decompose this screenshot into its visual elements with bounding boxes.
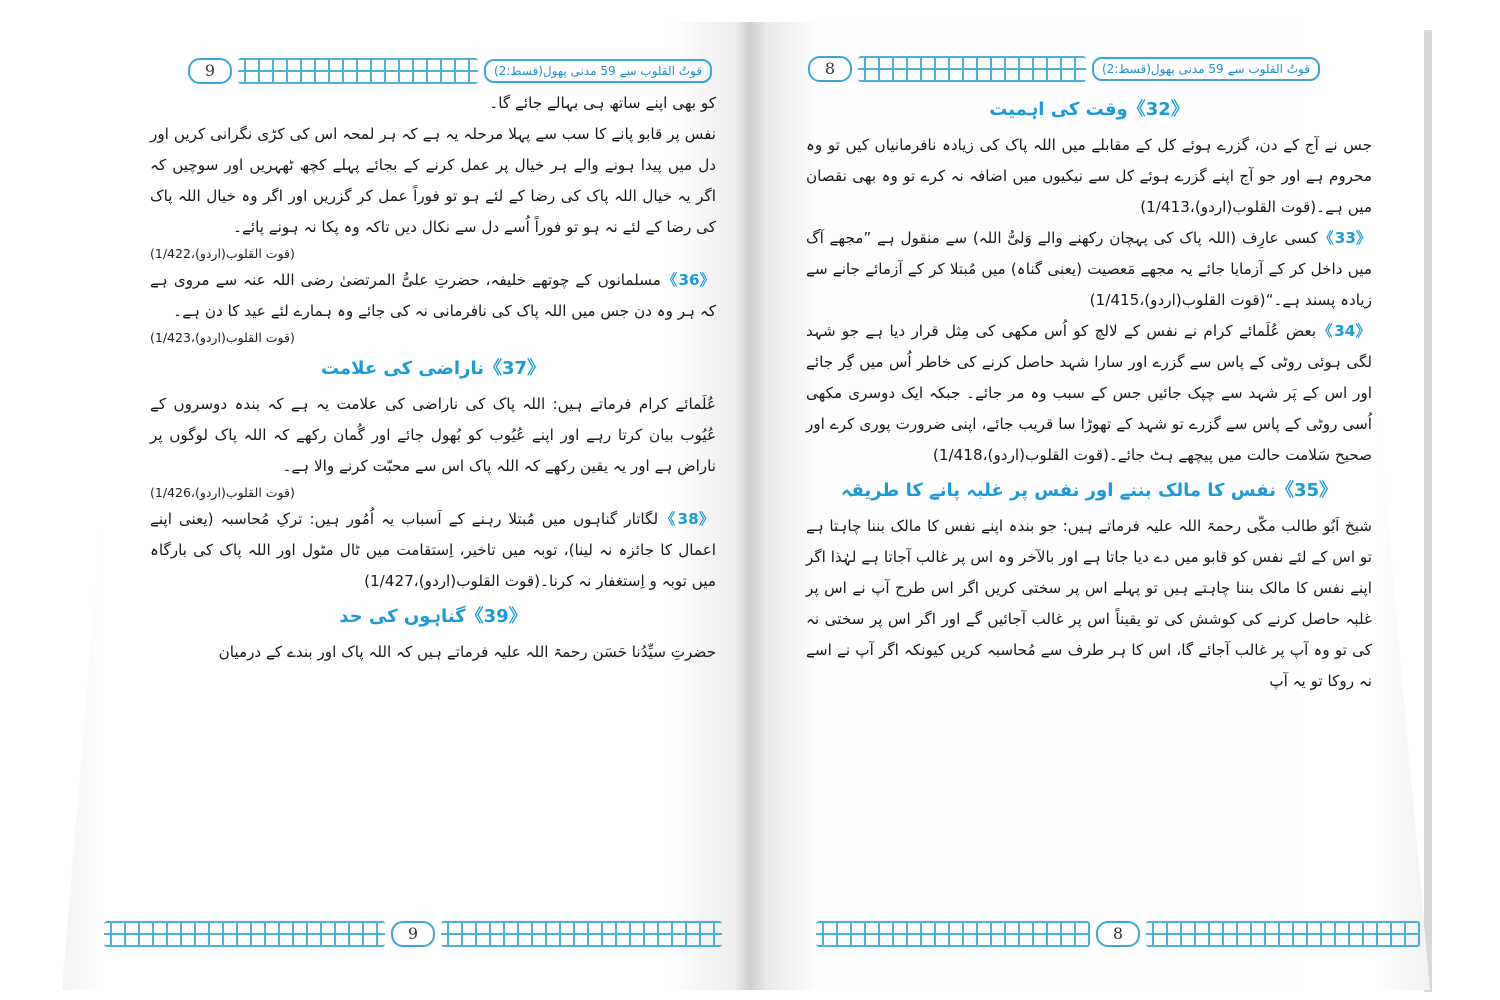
body-paragraph xyxy=(150,637,716,668)
paragraph-text: مسلمانوں کے چوتھے خلیفہ، حضرتِ علیُّ المرتضیٰ رضی اللہ عنہ سے مروی ہے کہ ہر وہ دن جس میں اللہ پاک کی نافرمانی نہ کی جائے وہ ہمارے لئے عید کا دن ہے۔ xyxy=(150,271,716,320)
body-paragraph xyxy=(150,88,716,119)
body-paragraph xyxy=(806,511,1372,697)
paragraph-text: عُلَمائے کرام فرماتے ہیں: اللہ پاک کی ناراضی کی علامت یہ ہے کہ بندہ دوسروں کے عُیُوب بیان کرتا رہے اور اپنے عُیُوب کو بُھول جائے اور گُمان رکھے کہ اللہ پاک لوگوں پر ناراض ہے اور یہ یقین رکھے کہ اللہ پاک اس سے محبّت کرنے والا ہے۔ xyxy=(150,395,716,475)
right-footer-band xyxy=(816,921,1420,947)
paragraph-text: حضرتِ سیِّدُنا حَسَن رحمۃ اللہ علیہ فرماتے ہیں کہ اللہ پاک اور بندے کے درمیان xyxy=(218,643,716,661)
paragraph-text: بعض عُلَمائے کرام نے نفس کے لالچ کو اُس مکھی کی مِثل قرار دیا ہے جو شہد لگی ہوئی روٹی کے پاس سے گزرے اور سارا شہد حاصل کرنے کی خاطر اُس میں گِر جائے اور اس کے پَر شہد سے چپک جائیں جس کے سبب وہ مر جائے۔ جبکہ ایک دوسری مکھی اُسی روٹی کے پاس سے گزرے تو شہد کے تھوڑا سا قریب جائے، اپنی ضرورت پوری کرے اور صحیح سَلامت حالت میں پیچھے ہٹ جائے۔(قوت القلوب(اردو)،1/418) xyxy=(806,322,1372,464)
body-paragraph xyxy=(150,265,716,327)
paragraph-text: کسی عارِف (اللہ پاک کی پہچان رکھنے والے وَلیُّ اللہ) سے منقول ہے ”مجھے آگ میں داخل کر کے آزمایا جائے یہ مجھے مَعصیت (یعنی گناہ) میں مُبتلا کر کے آزمائے جانے سے زیادہ پسند ہے۔“(قوت القلوب(اردو)،1/415) xyxy=(806,229,1372,309)
right-page-text xyxy=(806,90,1372,697)
paragraph-text: کو بھی اپنے ساتھ ہی بہالے جائے گا۔ xyxy=(489,94,716,112)
item-number: 《33》 xyxy=(1317,229,1372,247)
paragraph-text: لگاتار گناہوں میں مُبتلا رہنے کے اَسباب یہ اُمُور ہیں: ترکِ مُحاسبہ (یعنی اپنے اعمال کا جائزہ نہ لینا)، توبہ میں تاخیر، اِستقامت میں ٹال مٹول اور اللہ پاک کی بارگاہ میں توبہ و اِستغفار نہ کرنا۔(قوت القلوب(اردو)،1/427) xyxy=(150,510,716,590)
item-number: 《38》 xyxy=(658,510,717,528)
body-paragraph xyxy=(150,389,716,482)
left-header-title: قوتُ القلوب سے 59 مدنی پھول(قسط:2) xyxy=(484,59,712,83)
reference-citation: (قوت القلوب(اردو)،1/426) xyxy=(150,485,295,500)
ornament-border xyxy=(816,921,1090,947)
section-heading: 《39》گناہوں کی حد xyxy=(339,606,527,627)
reference-citation: (قوت القلوب(اردو)،1/422) xyxy=(150,246,295,261)
body-paragraph xyxy=(150,504,716,597)
book-gutter xyxy=(736,22,764,990)
item-number: 《34》 xyxy=(1316,322,1373,340)
ornament-border xyxy=(104,921,385,947)
left-page-number-bottom: 9 xyxy=(391,921,435,947)
section-heading: 《32》وقت کی اہمیت xyxy=(989,99,1189,120)
body-paragraph xyxy=(806,316,1372,471)
section-heading: 《37》ناراضی کی علامت xyxy=(320,358,546,379)
paragraph-text: جس نے آج کے دن، گزرے ہوئے کل کے مقابلے میں اللہ پاک کی زیادہ نافرمانیاں کیں تو وہ محروم ہے اور جو آج اپنے گزرے ہوئے کل سے نیکیوں میں اضافہ نہ کرے تو وہ بھی نقصان میں ہے۔(قوت القلوب(اردو)،1/413) xyxy=(806,136,1372,216)
body-paragraph xyxy=(806,130,1372,223)
paragraph-text: نفس پر قابو پانے کا سب سے پہلا مرحلہ یہ ہے کہ ہر لمحہ اس کی کڑی نگرانی کریں اور دل میں پیدا ہونے والے ہر خیال پر عمل کرنے کے بجائے پہلے کچھ ٹھہریں اور سوچیں کہ اگر یہ خیال اللہ پاک کی رضا کے لئے ہو تو فوراً عمل کر گزریں اور اگر وہ خیال اللہ پاک کی رضا کے لئے نہ ہو تو فوراً اُسے دل سے نکال دیں تاکہ وہ پکا نہ ہونے پائے۔ xyxy=(150,125,716,236)
left-page-text xyxy=(150,88,716,668)
left-header-band xyxy=(182,58,718,84)
left-page-number-top: 9 xyxy=(188,58,232,84)
right-header-band xyxy=(802,56,1326,82)
body-paragraph xyxy=(806,223,1372,316)
ornament-border xyxy=(441,921,722,947)
ornament-border xyxy=(238,58,478,84)
reference-citation: (قوت القلوب(اردو)،1/423) xyxy=(150,330,295,345)
ornament-border xyxy=(858,56,1086,82)
item-number: 《36》 xyxy=(660,271,716,289)
paragraph-text: شیخ اَبُو طالب مکّی رحمۃ اللہ علیہ فرماتے ہیں: جو بندہ اپنے نفس کا مالک بننا چاہتا ہے تو اس کے لئے نفس کو قابو میں دے دیا جاتا ہے اور بالآخر وہ اس پر غالب آجاتا ہے لہٰذا اگر اپنے نفس کا مالک بننا چاہتے ہیں تو پہلے اس پر سختی کریں اگر اس طرح آپ نے اس پر غلبہ حاصل کرنے کی کوشش کی تو یقیناً اس پر غالب آجائیں گے اور اگر اس پر سختی نہ کی تو وہ آپ پر غالب آجائے گا، اس کا ہر طرف سے مُحاسبہ کریں کیونکہ اگر آپ نے اسے نہ روکا تو یہ آپ xyxy=(806,517,1372,690)
body-paragraph xyxy=(150,119,716,243)
page-stack-edge xyxy=(1424,30,1432,992)
left-footer-band xyxy=(104,921,722,947)
right-header-title: قوتُ القلوب سے 59 مدنی پھول(قسط:2) xyxy=(1092,57,1320,81)
section-heading: 《35》نفس کا مالک بننے اور نفس پر غلبہ پانے کا طریقہ xyxy=(840,480,1338,501)
right-page-number-top: 8 xyxy=(808,56,852,82)
right-page-number-bottom: 8 xyxy=(1096,921,1140,947)
ornament-border xyxy=(1146,921,1420,947)
